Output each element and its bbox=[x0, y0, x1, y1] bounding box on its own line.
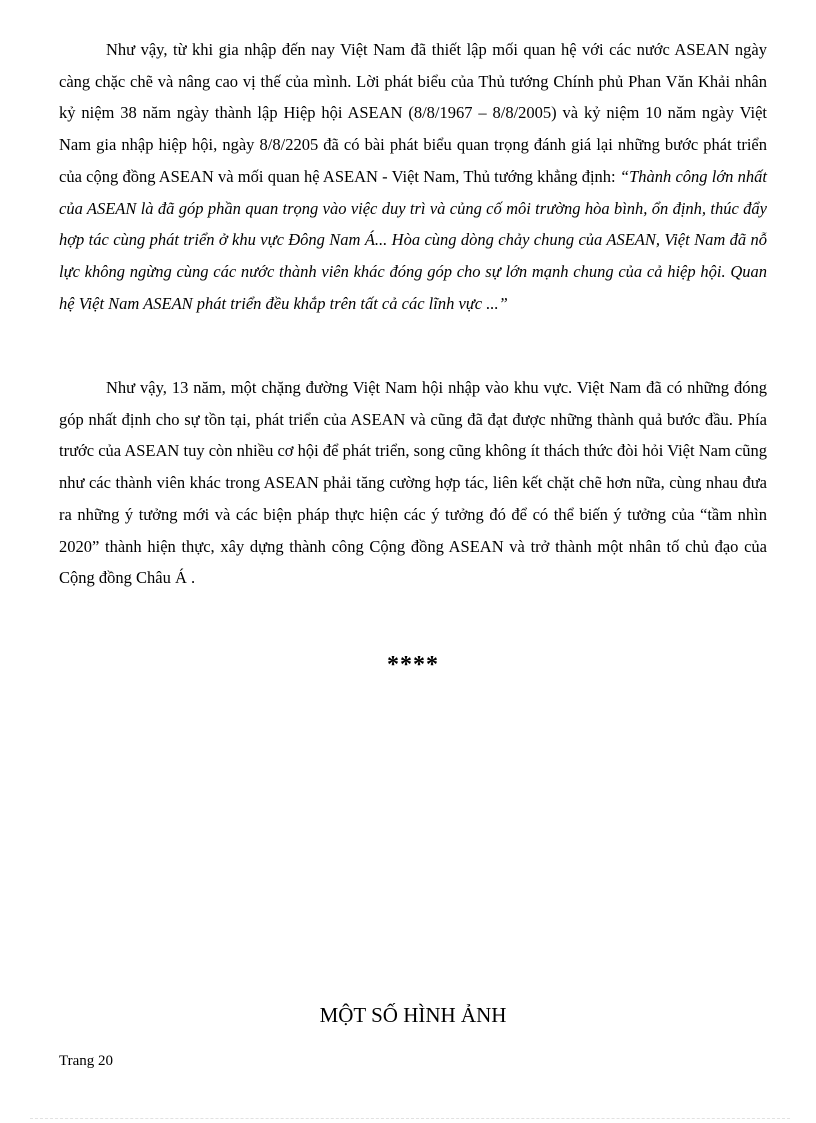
section-separator: **** bbox=[387, 652, 439, 678]
paragraph-asean-relations bbox=[59, 34, 767, 319]
paragraph-conclusion bbox=[59, 372, 767, 594]
section-title: MỘT SỐ HÌNH ẢNH bbox=[319, 1003, 507, 1027]
prime-minister-quote: “Thành công lớn nhất của ASEAN là đã góp phần quan trọng vào việc duy trì và củng cố môi trường hòa bình, ổn định, thúc đẩy hợp tác cùng phát triển ở khu vực Đông Nam Á... Hòa cùng dòng chảy chung của ASEAN, Việt Nam đã nỗ lực không ngừng cùng các nước thành viên khác đóng góp cho sự lớn mạnh chung của cả hiệp hội. Quan hệ Việt Nam ASEAN phát triển đều khắp trên tất cả các lĩnh vực ...” bbox=[59, 166, 767, 313]
paragraph-conclusion-text: Như vậy, 13 năm, một chặng đường Việt Nam hội nhập vào khu vực. Việt Nam đã có những đóng góp nhất định cho sự tồn tại, phát triển của ASEAN và cũng đã đạt được những thành quả bước đầu. Phía trước của ASEAN tuy còn nhiều cơ hội để phát triển, song cũng không ít thách thức đòi hỏi Việt Nam cũng như các thành viên khác trong ASEAN phải tăng cường hợp tác, liên kết chặt chẽ hơn nữa, cùng nhau đưa ra những ý tưởng mới và các biện pháp thực hiện các ý tưởng đó để có thể biến ý tưởng của “tầm nhìn 2020” thành hiện thực, xây dựng thành công Cộng đồng ASEAN và trở thành một nhân tố chủ đạo của Cộng đồng Châu Á . bbox=[59, 378, 767, 588]
paragraph-intro-text: Như vậy, từ khi gia nhập đến nay Việt Nam đã thiết lập mối quan hệ với các nước ASEAN ngày càng chặc chẽ và nâng cao vị thế của mình. Lời phát biểu của Thủ tướng Chính phủ Phan Văn Khải nhân kỷ niệm 38 năm ngày thành lập Hiệp hội ASEAN (8/8/1967 – 8/8/2005) và kỷ niệm 10 năm ngày Việt Nam gia nhập hiệp hội, ngày 8/8/2205 đã có bài phát biểu quan trọng đánh giá lại những bước phát triển của cộng đồng ASEAN và mối quan hệ ASEAN - Việt Nam, Thủ tướng khẳng định: bbox=[59, 40, 767, 186]
page-bottom-edge bbox=[30, 1118, 790, 1119]
page-number: Trang 20 bbox=[59, 1053, 114, 1069]
